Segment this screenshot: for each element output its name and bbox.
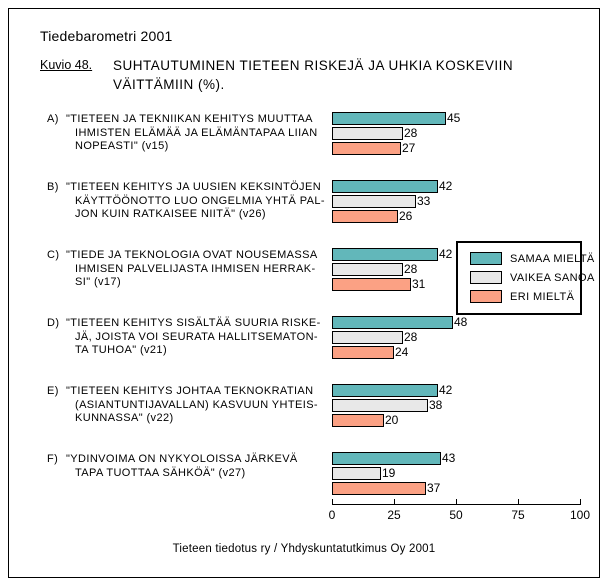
bar-eri-mielt- bbox=[332, 346, 394, 359]
chart-title-line1: SUHTAUTUMINEN TIETEEN RISKEJÄ JA UHKIA KOSKEVIIN bbox=[113, 58, 514, 73]
group-bars bbox=[332, 452, 592, 497]
bar-row bbox=[332, 316, 592, 329]
chart-title bbox=[113, 56, 583, 94]
bar-samaa-mielt- bbox=[332, 248, 438, 261]
group-statement-line: "TIETEEN KEHITYS JOHTAA TEKNOKRATIAN bbox=[66, 385, 314, 397]
bar-value-label: 19 bbox=[382, 466, 396, 480]
report-title: Tiedebarometri 2001 bbox=[40, 28, 173, 44]
group-statement-label bbox=[66, 453, 322, 480]
bar-value-label: 26 bbox=[399, 209, 413, 223]
group-statement-label bbox=[66, 385, 322, 426]
x-axis-tick bbox=[518, 499, 519, 505]
bar-row bbox=[332, 482, 592, 495]
x-axis-tick-label: 100 bbox=[569, 508, 591, 522]
bar-samaa-mielt- bbox=[332, 316, 453, 329]
bar-value-label: 43 bbox=[442, 451, 456, 465]
group-prefix: B) bbox=[47, 181, 59, 193]
bar-value-label: 20 bbox=[385, 413, 399, 427]
legend-swatch-eri-mielta bbox=[470, 290, 502, 303]
group-statement-line: "TIEDE JA TEKNOLOGIA OVAT NOUSEMASSA bbox=[66, 249, 318, 261]
legend-item-eri-mielta bbox=[470, 287, 575, 306]
group-statement-line: KÄYTTÖÖNOTTO LUO ONGELMIA YHTÄ PAL- bbox=[75, 194, 325, 207]
group-statement-line: "TIETEEN KEHITYS JA UUSIEN KEKSINTÖJEN bbox=[66, 181, 322, 193]
group-statement-line: (ASIANTUNTIJAVALLAN) KASVUUN YHTEIS- bbox=[75, 398, 318, 411]
bar-row bbox=[332, 384, 592, 397]
legend-label: SAMAA MIELTÄ bbox=[510, 252, 595, 265]
bar-eri-mielt- bbox=[332, 142, 401, 155]
group-statement-line: IHMISEN PALVELIJASTA IHMISEN HERRAK- bbox=[75, 262, 316, 275]
bar-row bbox=[332, 210, 592, 223]
legend-swatch-samaa-mielta bbox=[470, 252, 502, 265]
group-statement-line: KUNNASSA" (v22) bbox=[75, 412, 174, 424]
bar-vaikea-sanoa bbox=[332, 127, 403, 140]
figure-number-label: Kuvio 48. bbox=[40, 58, 93, 72]
x-axis-tick bbox=[580, 499, 581, 505]
bar-value-label: 48 bbox=[454, 315, 468, 329]
bar-value-label: 28 bbox=[404, 262, 418, 276]
x-axis-tick bbox=[394, 499, 395, 505]
group-prefix: D) bbox=[47, 317, 60, 329]
bar-value-label: 28 bbox=[404, 330, 418, 344]
bar-value-label: 42 bbox=[439, 247, 453, 261]
group-prefix: A) bbox=[47, 113, 59, 125]
bar-vaikea-sanoa bbox=[332, 195, 416, 208]
bar-value-label: 33 bbox=[417, 194, 431, 208]
legend-item-samaa-mielta bbox=[470, 249, 595, 268]
bar-value-label: 28 bbox=[404, 126, 418, 140]
chart-title-line2: VÄITTÄMIIN (%). bbox=[113, 77, 225, 92]
x-axis-tick-label: 75 bbox=[511, 508, 525, 522]
bar-value-label: 45 bbox=[447, 111, 461, 125]
bar-value-label: 42 bbox=[439, 179, 453, 193]
legend-item-vaikea-sanoa bbox=[470, 268, 595, 287]
bar-row bbox=[332, 180, 592, 193]
bar-row bbox=[332, 346, 592, 359]
group-statement-line: "TIETEEN JA TEKNIIKAN KEHITYS MUUTTAA bbox=[66, 113, 313, 125]
group-statement-line: TAPA TUOTTAA SÄHKÖÄ" (v27) bbox=[75, 466, 246, 479]
group-statement-line: JÄ, JOISTA VOI SEURATA HALLITSEMATON- bbox=[75, 330, 318, 343]
bar-value-label: 27 bbox=[402, 141, 416, 155]
legend-swatch-vaikea-sanoa bbox=[470, 271, 502, 284]
group-statement-line: "YDINVOIMA ON NYKYOLOISSA JÄRKEVÄ bbox=[66, 453, 298, 465]
bar-group-e bbox=[0, 384, 608, 444]
bar-row bbox=[332, 414, 592, 427]
group-statement-line: "TIETEEN KEHITYS SISÄLTÄÄ SUURIA RISKE- bbox=[66, 317, 321, 329]
group-statement-line: TA TUHOA" (v21) bbox=[75, 344, 168, 356]
legend-label: VAIKEA SANOA bbox=[510, 271, 595, 284]
group-prefix: E) bbox=[47, 385, 59, 397]
source-credit: Tieteen tiedotus ry / Yhdyskuntatutkimus Oy 2001 bbox=[172, 543, 436, 555]
bar-value-label: 38 bbox=[429, 398, 443, 412]
bar-vaikea-sanoa bbox=[332, 331, 403, 344]
group-statement-label bbox=[66, 317, 322, 358]
bar-eri-mielt- bbox=[332, 482, 426, 495]
bar-eri-mielt- bbox=[332, 278, 411, 291]
bar-vaikea-sanoa bbox=[332, 263, 403, 276]
group-statement-line: JON KUIN RATKAISEE NIITÄ" (v26) bbox=[75, 208, 266, 220]
bar-row bbox=[332, 127, 592, 140]
bar-row bbox=[332, 452, 592, 465]
group-statement-label bbox=[66, 181, 325, 222]
bar-value-label: 24 bbox=[395, 345, 409, 359]
bar-row bbox=[332, 112, 592, 125]
x-axis bbox=[328, 499, 591, 527]
group-bars bbox=[332, 112, 592, 157]
group-prefix: C) bbox=[47, 249, 60, 261]
bar-vaikea-sanoa bbox=[332, 399, 428, 412]
group-bars bbox=[332, 316, 592, 361]
bar-value-label: 37 bbox=[427, 481, 441, 495]
bar-eri-mielt- bbox=[332, 414, 384, 427]
group-statement-line: NOPEASTI" (v15) bbox=[75, 140, 169, 152]
group-bars bbox=[332, 384, 592, 429]
bar-samaa-mielt- bbox=[332, 180, 438, 193]
x-axis-tick-label: 25 bbox=[387, 508, 401, 522]
bar-eri-mielt- bbox=[332, 210, 398, 223]
x-axis-tick-label: 0 bbox=[328, 508, 336, 522]
group-statement-label bbox=[66, 113, 322, 154]
bar-group-a bbox=[0, 112, 608, 172]
group-prefix: F) bbox=[47, 453, 59, 465]
legend-label: ERI MIELTÄ bbox=[510, 290, 575, 303]
bar-value-label: 42 bbox=[439, 383, 453, 397]
bar-samaa-mielt- bbox=[332, 452, 441, 465]
bar-group-b bbox=[0, 180, 608, 240]
bar-row bbox=[332, 142, 592, 155]
bar-row bbox=[332, 195, 592, 208]
x-axis-tick-label: 50 bbox=[449, 508, 463, 522]
bar-row bbox=[332, 399, 592, 412]
bar-row bbox=[332, 467, 592, 480]
group-statement-line: SI" (v17) bbox=[75, 276, 122, 288]
group-statement-line: IHMISTEN ELÄMÄÄ JA ELÄMÄNTAPAA LIIAN bbox=[75, 126, 318, 139]
x-axis-tick bbox=[332, 499, 333, 505]
legend bbox=[456, 241, 595, 315]
bar-vaikea-sanoa bbox=[332, 467, 381, 480]
bar-samaa-mielt- bbox=[332, 384, 438, 397]
bar-group-d bbox=[0, 316, 608, 376]
x-axis-tick bbox=[456, 499, 457, 505]
bar-value-label: 31 bbox=[412, 277, 426, 291]
bar-samaa-mielt- bbox=[332, 112, 446, 125]
group-bars bbox=[332, 180, 592, 225]
group-statement-label bbox=[66, 249, 322, 290]
bar-row bbox=[332, 331, 592, 344]
